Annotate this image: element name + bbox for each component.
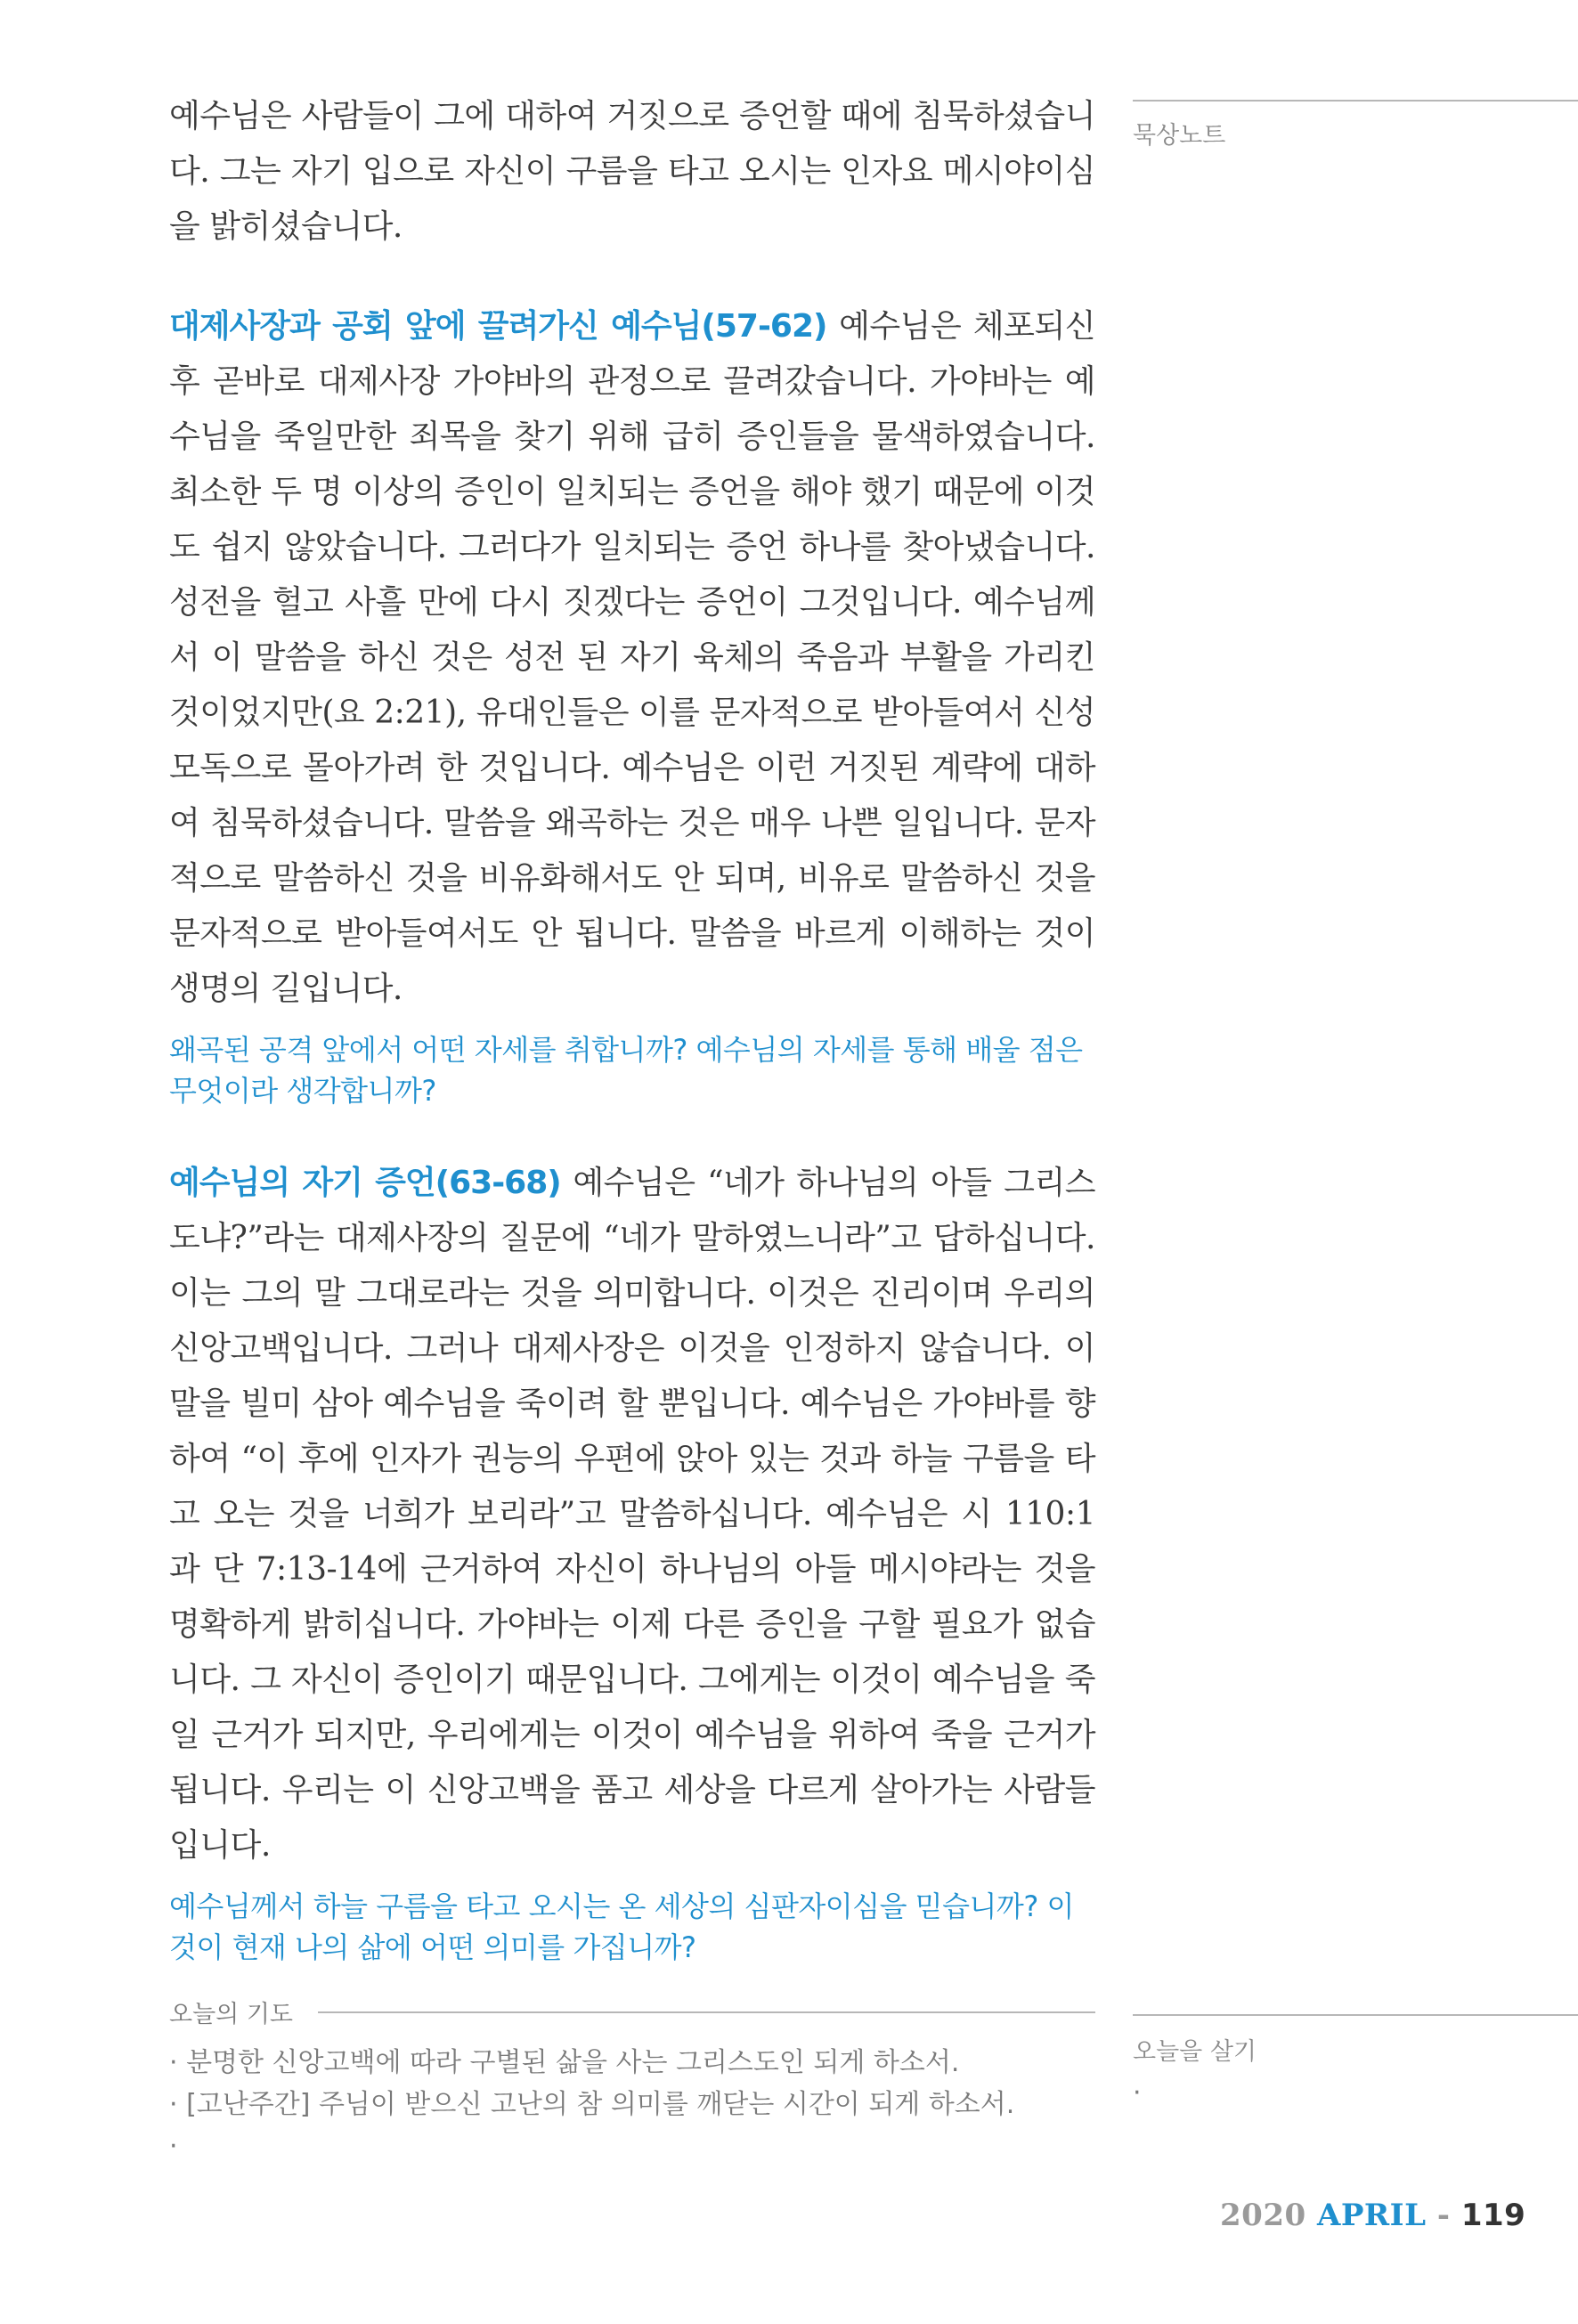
live-today-sidebar xyxy=(1133,2014,1578,2109)
section-2-paragraph xyxy=(169,1156,1095,1873)
prayer-list xyxy=(169,2042,1095,2167)
section-2-heading: 예수님의 자기 증언(63-68) xyxy=(169,1165,561,1201)
prayer-title: 오늘의 기도 xyxy=(169,2001,293,2028)
section-1-body: 예수님은 체포되신 후 곧바로 대제사장 가야바의 관정으로 끌려갔습니다. 가야바는 예수님을 죽일만한 죄목을 찾기 위해 급히 증인들을 물색하였습니다. 최소한 두 명 이상의 증인이 일치되는 증언을 해야 했기 때문에 이것도 쉽지 않았습니다. 그러다가 일치되는 증언 하나를 찾아냈습니다. 성전을 헐고 사흘 만에 다시 짓겠다는 증언이 그것입니다. 예수님께서 이 말씀을 하신 것은 성전 된 자기 육체의 죽음과 부활을 가리킨 것이었지만(요 2:21), 유대인들은 이를 문자적으로 받아들여서 신성모독으로 몰아가려 한 것입니다. 예수님은 이런 거짓된 계략에 대하여 침묵하셨습니다. 말씀을 왜곡하는 것은 매우 나쁜 일입니다. 문자적으로 말씀하신 것을 비유화해서도 안 되며, 비유로 말씀하신 것을 문자적으로 받아들여서도 안 됩니다. 말씀을 바르게 이해하는 것이 생명의 길입니다. xyxy=(169,308,1095,1007)
prayer-item: · 분명한 신앙고백에 따라 구별된 삶을 사는 그리스도인 되게 하소서. xyxy=(169,2042,1095,2084)
prayer-item xyxy=(169,2125,1095,2167)
section-1-question: 왜곡된 공격 앞에서 어떤 자세를 취합니까? 예수님의 자세를 통해 배울 점은 무엇이라 생각합니까? xyxy=(169,1033,1083,1108)
intro-paragraph: 예수님은 사람들이 그에 대하여 거짓으로 증언할 때에 침묵하셨습니다. 그는 자기 입으로 자신이 구름을 타고 오시는 인자요 메시야이심을 밝히셨습니다. xyxy=(169,98,1095,245)
meditation-note-sidebar xyxy=(1133,100,1578,150)
section-2-body: 예수님은 “네가 하나님의 아들 그리스도냐?”라는 대제사장의 질문에 “네가 말하였느니라”고 답하십니다. 이는 그의 말 그대로라는 것을 의미합니다. 이것은 진리이며 우리의 신앙고백입니다. 그러나 대제사장은 이것을 인정하지 않습니다. 이 말을 빌미 삼아 예수님을 죽이려 할 뿐입니다. 예수님은 가야바를 향하여 “이 후에 인자가 권능의 우편에 앉아 있는 것과 하늘 구름을 타고 오는 것을 너희가 보리라”고 말씀하십니다. 예수님은 시 110:1과 단 7:13-14에 근거하여 자신이 하나님의 아들 메시야라는 것을 명확하게 밝히십니다. 가야바는 이제 다른 증인을 구할 필요가 없습니다. 그 자신이 증인이기 때문입니다. 그에게는 이것이 예수님을 죽일 근거가 되지만, 우리에게는 이것이 예수님을 위하여 죽을 근거가 됩니다. 우리는 이 신앙고백을 품고 세상을 다르게 살아가는 사람들입니다. xyxy=(169,1165,1096,1864)
main-content xyxy=(169,89,1095,2012)
footer-year: 2020 xyxy=(1220,2198,1306,2233)
prayer-divider xyxy=(318,2011,1095,2013)
footer-month: APRIL xyxy=(1316,2198,1427,2233)
meditation-note-label: 묵상노트 xyxy=(1133,122,1226,150)
live-today-bullet: · xyxy=(1133,2077,1142,2109)
prayer-item: · [고난주간] 주님이 받으신 고난의 참 의미를 깨닫는 시간이 되게 하소서. xyxy=(169,2084,1095,2125)
section-1-paragraph xyxy=(169,299,1095,1017)
page-footer xyxy=(1220,2198,1525,2233)
section-1-heading: 대제사장과 공회 앞에 끌려가신 예수님(57-62) xyxy=(169,308,827,345)
page-number: 119 xyxy=(1460,2198,1526,2233)
footer-separator: - xyxy=(1436,2198,1451,2233)
live-today-label: 오늘을 살기 xyxy=(1133,2038,1257,2066)
section-2-question: 예수님께서 하늘 구름을 타고 오시는 온 세상의 심판자이심을 믿습니까? 이것이 현재 나의 삶에 어떤 의미를 가집니까? xyxy=(169,1889,1074,1964)
todays-prayer xyxy=(169,1995,1095,2167)
prayer-header xyxy=(169,1995,1095,2029)
